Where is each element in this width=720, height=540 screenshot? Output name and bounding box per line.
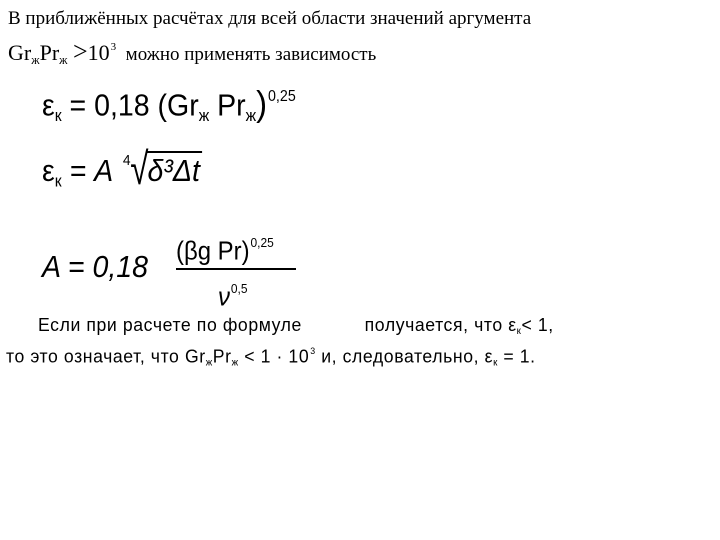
fourth-root [121,142,202,194]
f2-eq: = A [69,153,114,188]
arg-value: 10 [87,40,110,66]
argument-expression [8,37,122,68]
note-eps-sub: к [516,326,522,338]
note-l2-exp: 3 [310,346,316,356]
arg-gr: Gr [8,40,32,66]
note-eps2-sub: к [493,357,498,369]
f3-numerator-group [176,226,274,267]
note-eps2: ε [484,346,494,367]
intro-line-1 [8,8,531,30]
note-line-2 [6,340,536,375]
f3-numerator: (βg Pr) [176,235,250,266]
fraction-bar [176,268,296,270]
f2-radicand: δ³Δt [147,153,200,188]
arg-pr-sub: ж [59,53,68,68]
f2-lhs-sub: к [54,171,62,191]
note-line-1 [38,314,554,343]
formula-epsilon-root [42,142,202,198]
note-l1-c: < 1, [521,315,554,335]
intro-line-2 [8,36,376,71]
note-l2-d: = 1. [503,346,536,367]
note-l2-c: и, следовательно, [321,346,480,367]
f1-lhs-sub: к [54,106,62,126]
arg-pr: Pr [39,40,60,66]
f1-sub1: ж [198,106,210,126]
f1-eq: = 0,18 (Gr [69,87,199,123]
note-l2-b: < 1 · 10 [244,346,310,367]
note-pr: Pr [212,346,232,367]
f3-denominator: ν [218,281,230,312]
intro-line-2-text: можно применять зависимость [125,44,377,66]
radical-sign-icon: √ [130,142,149,194]
f1-mid: Pr [209,87,246,123]
arg-relation: > [73,37,88,67]
note-pr-sub: ж [231,357,239,369]
f3-denominator-exp: 0,5 [230,281,248,296]
note-l2-a: то это означает, что [6,346,180,367]
f2-root-index: 4 [122,152,131,169]
note-gr: Gr [184,346,206,367]
f1-exp: 0,25 [268,88,296,105]
arg-exp: 3 [110,41,117,53]
note-l1-a: Если при расчете по формуле [38,315,302,335]
f3-numerator-exp: 0,25 [250,235,274,250]
f1-sub2: ж [245,106,257,126]
formula-epsilon-gr-pr [42,80,296,133]
f1-lhs: ε [42,87,55,123]
note-l1-b: получается, что [364,315,503,335]
f1-close: ) [256,83,268,124]
note-gr-sub: ж [205,357,213,369]
intro-line-1-text: В приближённых расчётах для всей области значений аргумента [8,8,532,29]
f2-lhs: ε [42,153,55,188]
arg-gr-sub: ж [31,53,40,68]
f3-lhs: A = 0,18 [42,249,148,284]
f3-denominator-group [218,272,248,313]
note-eps: ε [508,315,517,335]
formula-a [42,250,148,284]
